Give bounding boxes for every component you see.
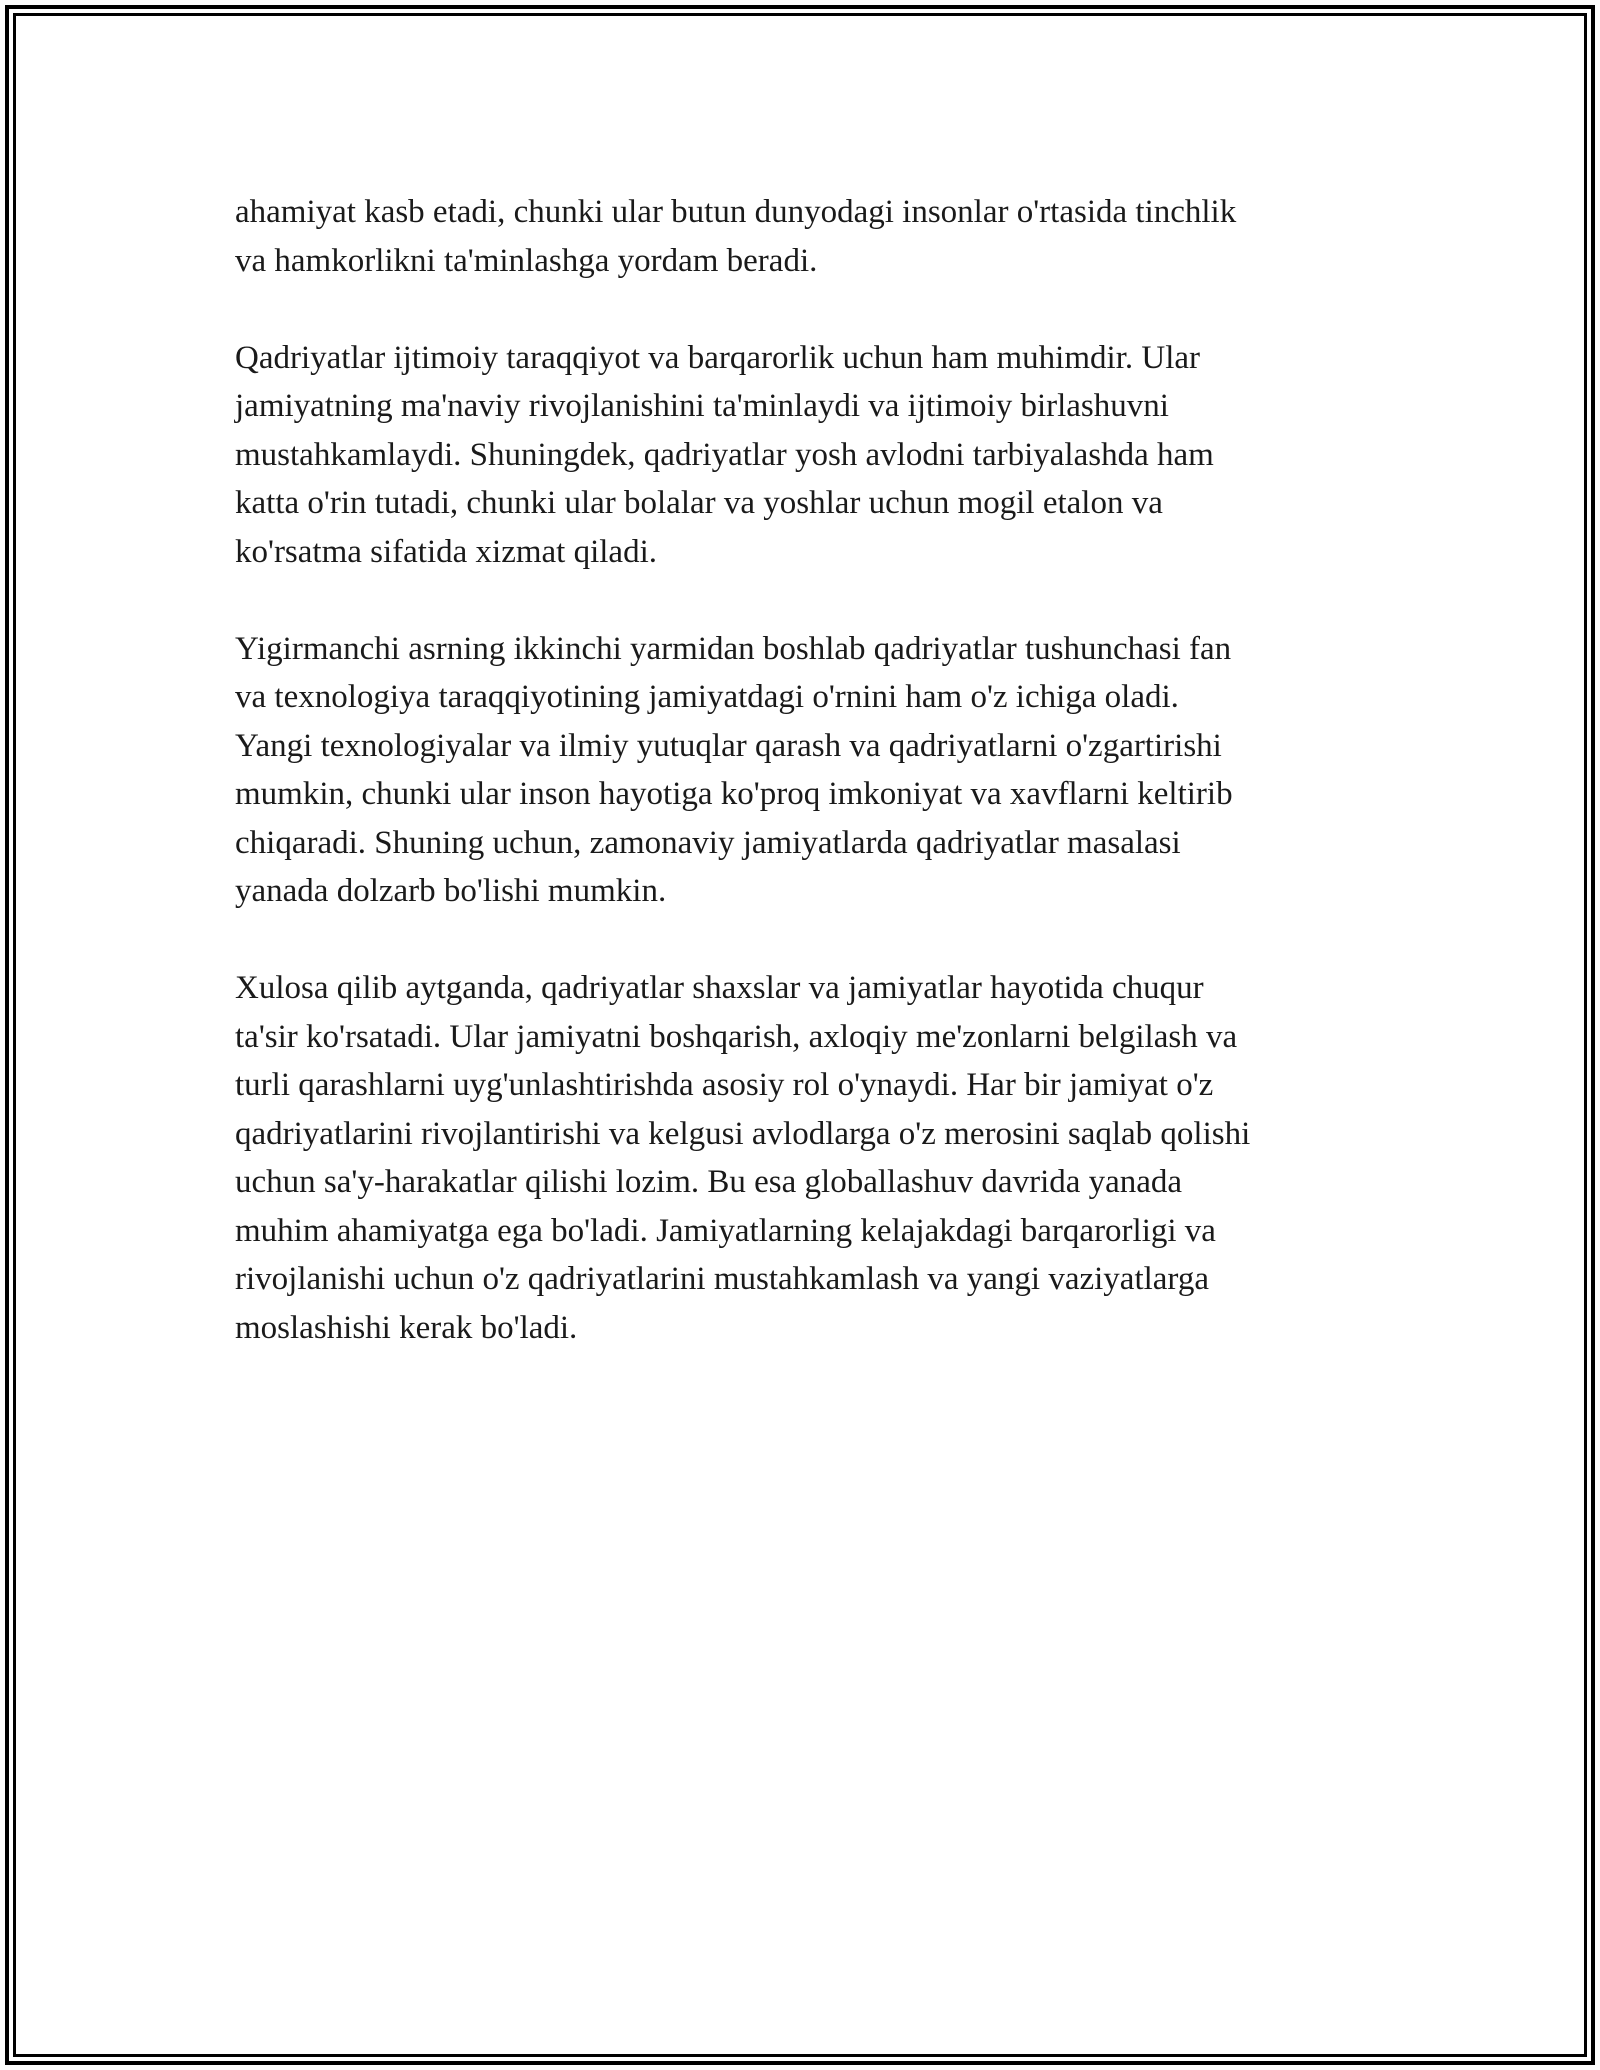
paragraph: ahamiyat kasb etadi, chunki ular butun dunyodagi insonlar o'rtasida tinchlik va hamkorlikni ta'minlashga yordam beradi. <box>235 194 1237 279</box>
document-body <box>235 188 1375 1401</box>
paragraph: Qadriyatlar ijtimoiy taraqqiyot va barqarorlik uchun ham muhimdir. Ular jamiyatning ma'naviy rivojlanishini ta'minlaydi va ijtimoiy birlashuvni mustahkamlaydi. Shuningdek, qadriyatlar yosh avlodni tarbiyalashda ham katta o'rin tutadi, chunki ular bolalar va yoshlar uchun mogil etalon va ko'rsatma sifatida xizmat qiladi. <box>235 339 1214 570</box>
paragraph: Xulosa qilib aytganda, qadriyatlar shaxslar va jamiyatlar hayotida chuqur ta'sir ko'rsatadi. Ular jamiyatni boshqarish, axloqiy me'zonlarni belgilash va turli qarashlarni uyg'unlashtirishda asosiy rol o'ynaydi. Har bir jamiyat o'z qadriyatlarini rivojlantirishi va kelgusi avlodlarga o'z merosini saqlab qolishi uchun sa'y-harakatlar qilishi lozim. Bu esa globallashuv davrida yanada muhim ahamiyatga ega bo'ladi. Jamiyatlarning kelajakdagi barqarorligi va rivojlanishi uchun o'z qadriyatlarini mustahkamlash va yangi vaziyatlarga moslashishi kerak bo'ladi. <box>235 970 1251 1346</box>
paragraph: Yigirmanchi asrning ikkinchi yarmidan boshlab qadriyatlar tushunchasi fan va texnologiya taraqqiyotining jamiyatdagi o'rnini ham o'z ichiga oladi. Yangi texnologiyalar va ilmiy yutuqlar qarash va qadriyatlarni o'zgartirishi mumkin, chunki ular inson hayotiga ko'proq imkoniyat va xavflarni keltirib chiqaradi. Shuning uchun, zamonaviy jamiyatlarda qadriyatlar masalasi yanada dolzarb bo'lishi mumkin. <box>235 630 1233 909</box>
